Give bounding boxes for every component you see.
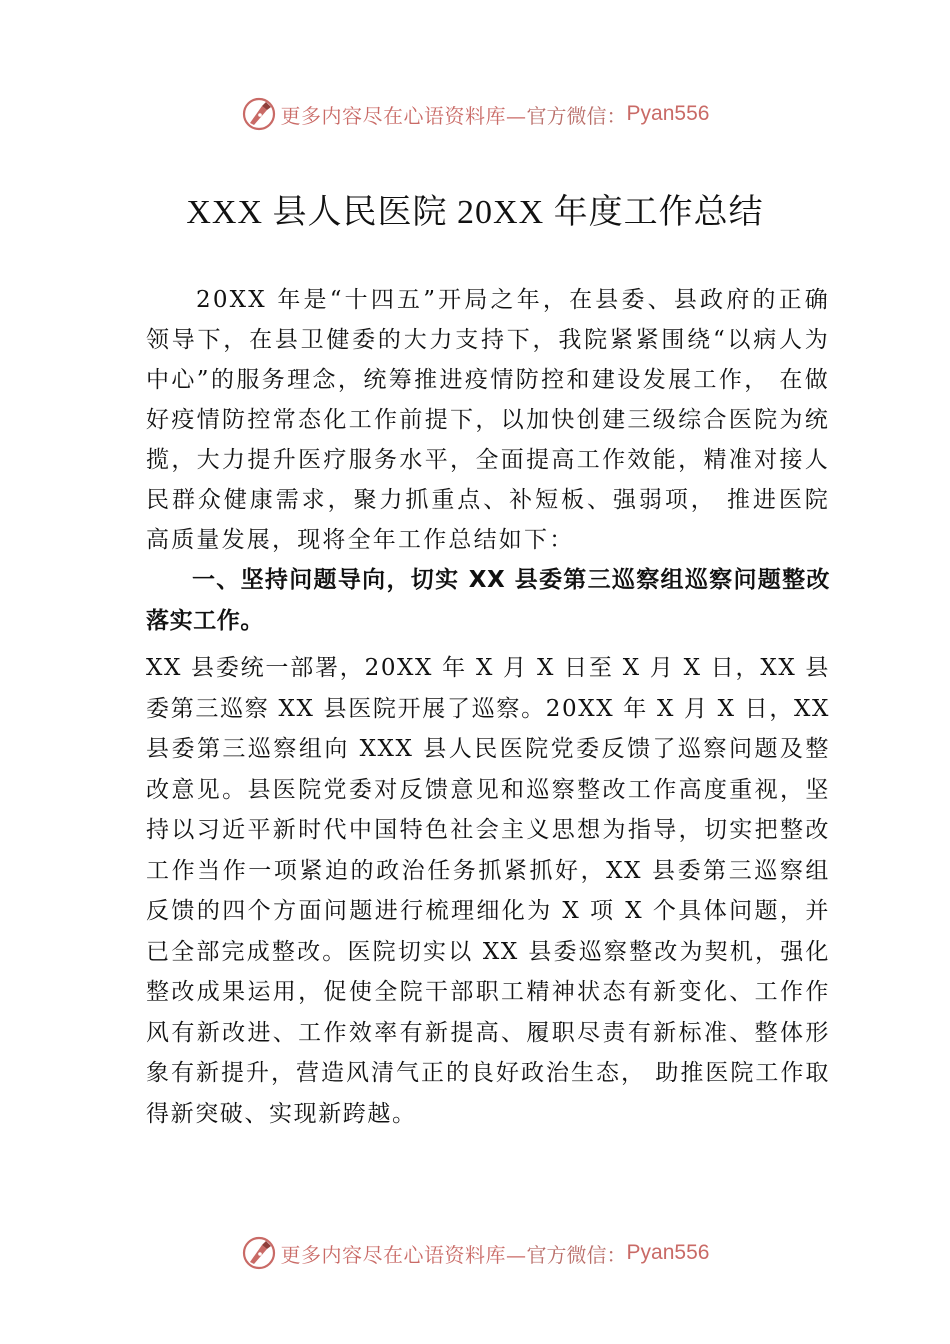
section-1-heading: 一、坚持问题导向，切实 XX 县委第三巡察组巡察问题整改落实工作。 — [146, 567, 830, 634]
watermark-banner-top — [0, 94, 950, 134]
section-1-paragraph: XX 县委统一部署，20XX 年 X 月 X 日至 X 月 X 日，XX 县委第三巡察 XX 县医院开展了巡察。20XX 年 X 月 X 日，XX 县委第三巡察组向 XXX 县人民医院党委反馈了巡察问题及整改意见。县医院党委对反馈意见和巡察整改工作高度重视，坚持以习近平新时代中国特色社会主义思想为指导，切实把整改工作当作一项紧迫的政治任务抓紧抓好，XX 县委第三巡察组反馈的四个方面问题进行梳理细化为 X 项 X 个具体问题，并已全部完成整改。医院切实以 XX 县委巡察整改为契机，强化整改成果运用，促使全院干部职工精神状态有新变化、工作作风有新改进、工作效率有新提高、履职尽责有新标准、整体形象有新提升，营造风清气正的良好政治生态， 助推医院工作取得新突破、实现新跨越。 — [146, 655, 830, 1127]
pen-nib-logo-icon — [241, 96, 277, 132]
watermark-wechat-label: 官方微信： — [526, 103, 627, 128]
watermark-brand-text: 更多内容尽在心语资料库— — [280, 103, 527, 128]
intro-paragraph: 20XX 年是“十四五”开局之年，在县委、县政府的正确领导下，在县卫健委的大力支持下，我院紧紧围绕“以病人为中心”的服务理念，统筹推进疫情防控和建设发展工作， 在做好疫情防控常态化工作前提下，以加快创建三级综合医院为统揽，大力提升医疗服务水平，全面提高工作效能，精准对接人民群众健康需求，聚力抓重点、补短板、强弱项， 推进医院高质量发展，现将全年工作总结如下： — [146, 287, 830, 553]
watermark-wechat-id: Pyan556 — [626, 102, 710, 125]
watermark-brand-text: 更多内容尽在心语资料库— — [280, 1242, 527, 1267]
watermark-wechat-id: Pyan556 — [626, 1241, 710, 1264]
document-title: XXX 县人民医院 20XX 年度工作总结 — [186, 194, 764, 231]
watermark-banner-bottom — [0, 1233, 950, 1273]
pen-nib-logo-icon — [241, 1235, 277, 1271]
watermark-wechat-label: 官方微信： — [526, 1242, 627, 1267]
